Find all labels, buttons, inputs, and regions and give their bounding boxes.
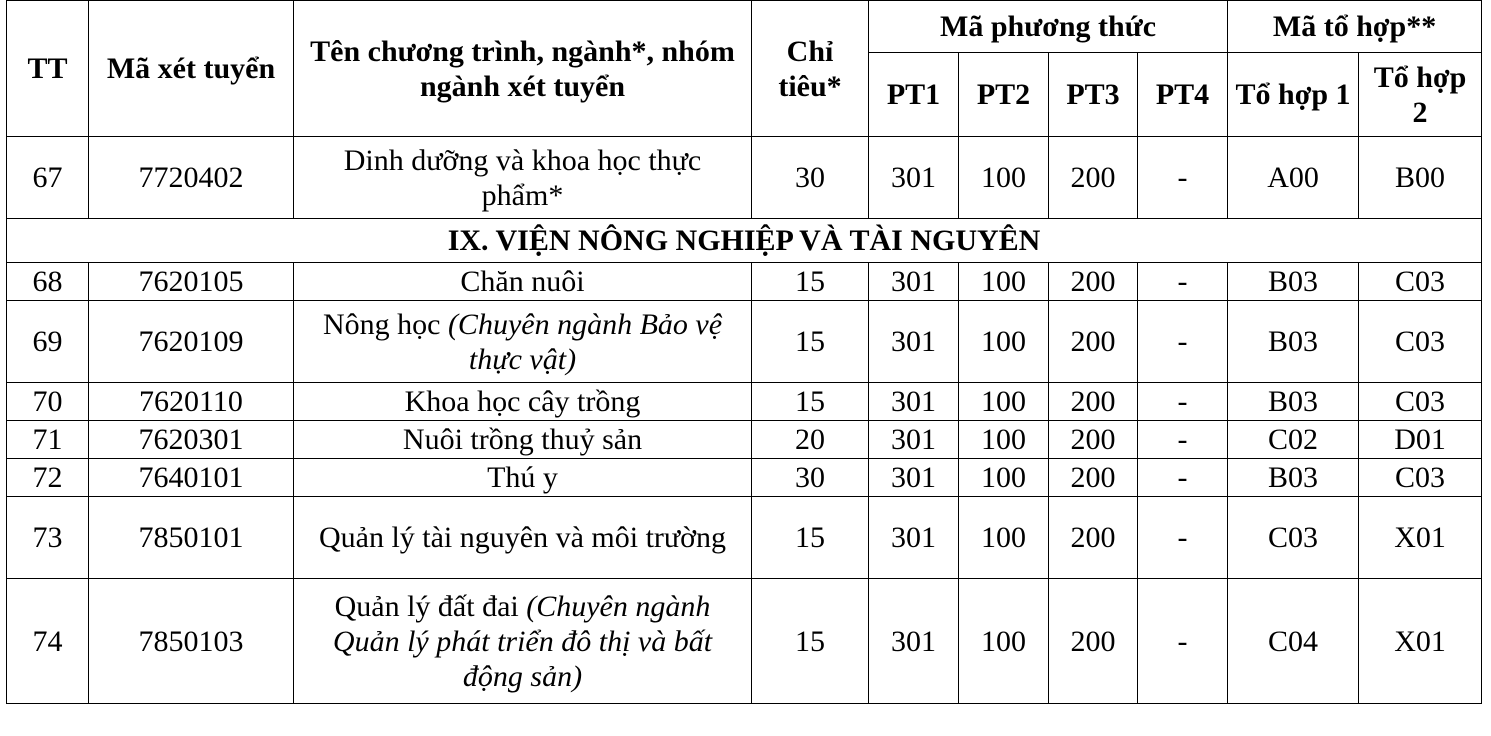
cell-pt2: 100	[959, 263, 1049, 301]
header-tt: TT	[7, 1, 89, 137]
header-chi-tieu: Chỉ tiêu*	[752, 1, 869, 137]
header-row	[7, 1, 1482, 53]
cell-quota: 30	[752, 459, 869, 497]
table-row	[7, 263, 1482, 301]
cell-pt1: 301	[869, 263, 959, 301]
cell-tt: 70	[7, 383, 89, 421]
cell-quota: 15	[752, 579, 869, 704]
table-row	[7, 497, 1482, 579]
cell-to-hop-2: X01	[1359, 497, 1482, 579]
cell-pt1: 301	[869, 497, 959, 579]
cell-to-hop-2: X01	[1359, 579, 1482, 704]
cell-pt2: 100	[959, 459, 1049, 497]
cell-name	[294, 579, 752, 704]
name-text: Quản lý tài nguyên và môi trường	[318, 521, 727, 554]
cell-pt2: 100	[959, 497, 1049, 579]
table-row	[7, 579, 1482, 704]
header-ma-to-hop: Mã tổ hợp**	[1228, 1, 1482, 53]
name-text: Khoa học cây trồng	[404, 385, 641, 418]
cell-to-hop-1: B03	[1228, 383, 1359, 421]
cell-pt1: 301	[869, 301, 959, 383]
cell-tt: 67	[7, 137, 89, 219]
cell-to-hop-1: C04	[1228, 579, 1359, 704]
cell-pt2: 100	[959, 383, 1049, 421]
cell-code: 7620105	[89, 263, 294, 301]
cell-pt4: -	[1138, 459, 1228, 497]
name-text: Nông học	[322, 307, 448, 341]
cell-pt3: 200	[1049, 383, 1138, 421]
header-pt3: PT3	[1049, 53, 1138, 137]
cell-pt3: 200	[1049, 137, 1138, 219]
cell-to-hop-2: C03	[1359, 383, 1482, 421]
table-row	[7, 383, 1482, 421]
cell-quota: 20	[752, 421, 869, 459]
cell-to-hop-1: B03	[1228, 263, 1359, 301]
cell-pt1: 301	[869, 383, 959, 421]
cell-to-hop-1: C03	[1228, 497, 1359, 579]
cell-quota: 15	[752, 383, 869, 421]
cell-quota: 15	[752, 301, 869, 383]
cell-code: 7620109	[89, 301, 294, 383]
cell-pt4: -	[1138, 421, 1228, 459]
cell-to-hop-1: B03	[1228, 459, 1359, 497]
cell-tt: 71	[7, 421, 89, 459]
cell-to-hop-2: D01	[1359, 421, 1482, 459]
cell-pt3: 200	[1049, 263, 1138, 301]
cell-tt: 69	[7, 301, 89, 383]
cell-pt4: -	[1138, 579, 1228, 704]
cell-pt3: 200	[1049, 579, 1138, 704]
header-ma-phuong-thuc: Mã phương thức	[869, 1, 1228, 53]
cell-to-hop-1: A00	[1228, 137, 1359, 219]
cell-name	[294, 497, 752, 579]
cell-code: 7720402	[89, 137, 294, 219]
cell-pt1: 301	[869, 421, 959, 459]
cell-pt3: 200	[1049, 301, 1138, 383]
cell-quota: 30	[752, 137, 869, 219]
cell-tt: 74	[7, 579, 89, 704]
cell-pt2: 100	[959, 301, 1049, 383]
name-text: Dinh dưỡng và khoa học thực phẩm*	[343, 143, 702, 212]
header-pt1: PT1	[869, 53, 959, 137]
cell-code: 7620110	[89, 383, 294, 421]
cell-pt3: 200	[1049, 421, 1138, 459]
name-text: Quản lý đất đai	[334, 589, 527, 623]
rows-body	[7, 263, 1482, 704]
header-to-hop-2: Tổ hợp 2	[1359, 53, 1482, 137]
cell-pt4: -	[1138, 137, 1228, 219]
cell-to-hop-1: C02	[1228, 421, 1359, 459]
cell-quota: 15	[752, 497, 869, 579]
cell-pt3: 200	[1049, 459, 1138, 497]
cell-code: 7620301	[89, 421, 294, 459]
cell-pt4: -	[1138, 383, 1228, 421]
cell-tt: 68	[7, 263, 89, 301]
cell-code: 7640101	[89, 459, 294, 497]
cell-pt4: -	[1138, 497, 1228, 579]
name-italic-text: (Chuyên ngành Quản lý phát triển đô thị và bất động sản)	[332, 589, 713, 693]
cell-name	[294, 263, 752, 301]
cell-pt1: 301	[869, 579, 959, 704]
section-title: IX. VIỆN NÔNG NGHIỆP VÀ TÀI NGUYÊN	[7, 219, 1482, 263]
header-pt4: PT4	[1138, 53, 1228, 137]
cell-pt3: 200	[1049, 497, 1138, 579]
table-row	[7, 137, 1482, 219]
name-text: Nuôi trồng thuỷ sản	[402, 423, 643, 456]
cell-name	[294, 301, 752, 383]
table-row	[7, 421, 1482, 459]
cell-name	[294, 137, 752, 219]
admission-table	[6, 0, 1482, 704]
cell-code: 7850103	[89, 579, 294, 704]
header-ten-chuong-trinh: Tên chương trình, ngành*, nhóm ngành xét tuyển	[294, 1, 752, 137]
cell-to-hop-2: B00	[1359, 137, 1482, 219]
cell-to-hop-2: C03	[1359, 459, 1482, 497]
cell-quota: 15	[752, 263, 869, 301]
cell-pt2: 100	[959, 137, 1049, 219]
name-text: Chăn nuôi	[460, 265, 585, 298]
table-row	[7, 301, 1482, 383]
name-italic-text: (Chuyên ngành Bảo vệ thực vật)	[447, 307, 723, 376]
admission-document	[6, 0, 1482, 704]
cell-pt2: 100	[959, 421, 1049, 459]
header-to-hop-1: Tổ hợp 1	[1228, 53, 1359, 137]
cell-code: 7850101	[89, 497, 294, 579]
cell-pt1: 301	[869, 459, 959, 497]
table-row	[7, 459, 1482, 497]
cell-name	[294, 421, 752, 459]
cell-name	[294, 459, 752, 497]
cell-to-hop-2: C03	[1359, 301, 1482, 383]
header-pt2: PT2	[959, 53, 1049, 137]
section-row	[7, 219, 1482, 263]
cell-tt: 72	[7, 459, 89, 497]
name-text: Thú y	[487, 461, 558, 494]
cell-pt2: 100	[959, 579, 1049, 704]
cell-name	[294, 383, 752, 421]
cell-tt: 73	[7, 497, 89, 579]
cell-pt4: -	[1138, 301, 1228, 383]
cell-pt1: 301	[869, 137, 959, 219]
cell-to-hop-1: B03	[1228, 301, 1359, 383]
cell-pt4: -	[1138, 263, 1228, 301]
cell-to-hop-2: C03	[1359, 263, 1482, 301]
header-ma-xet-tuyen: Mã xét tuyển	[89, 1, 294, 137]
